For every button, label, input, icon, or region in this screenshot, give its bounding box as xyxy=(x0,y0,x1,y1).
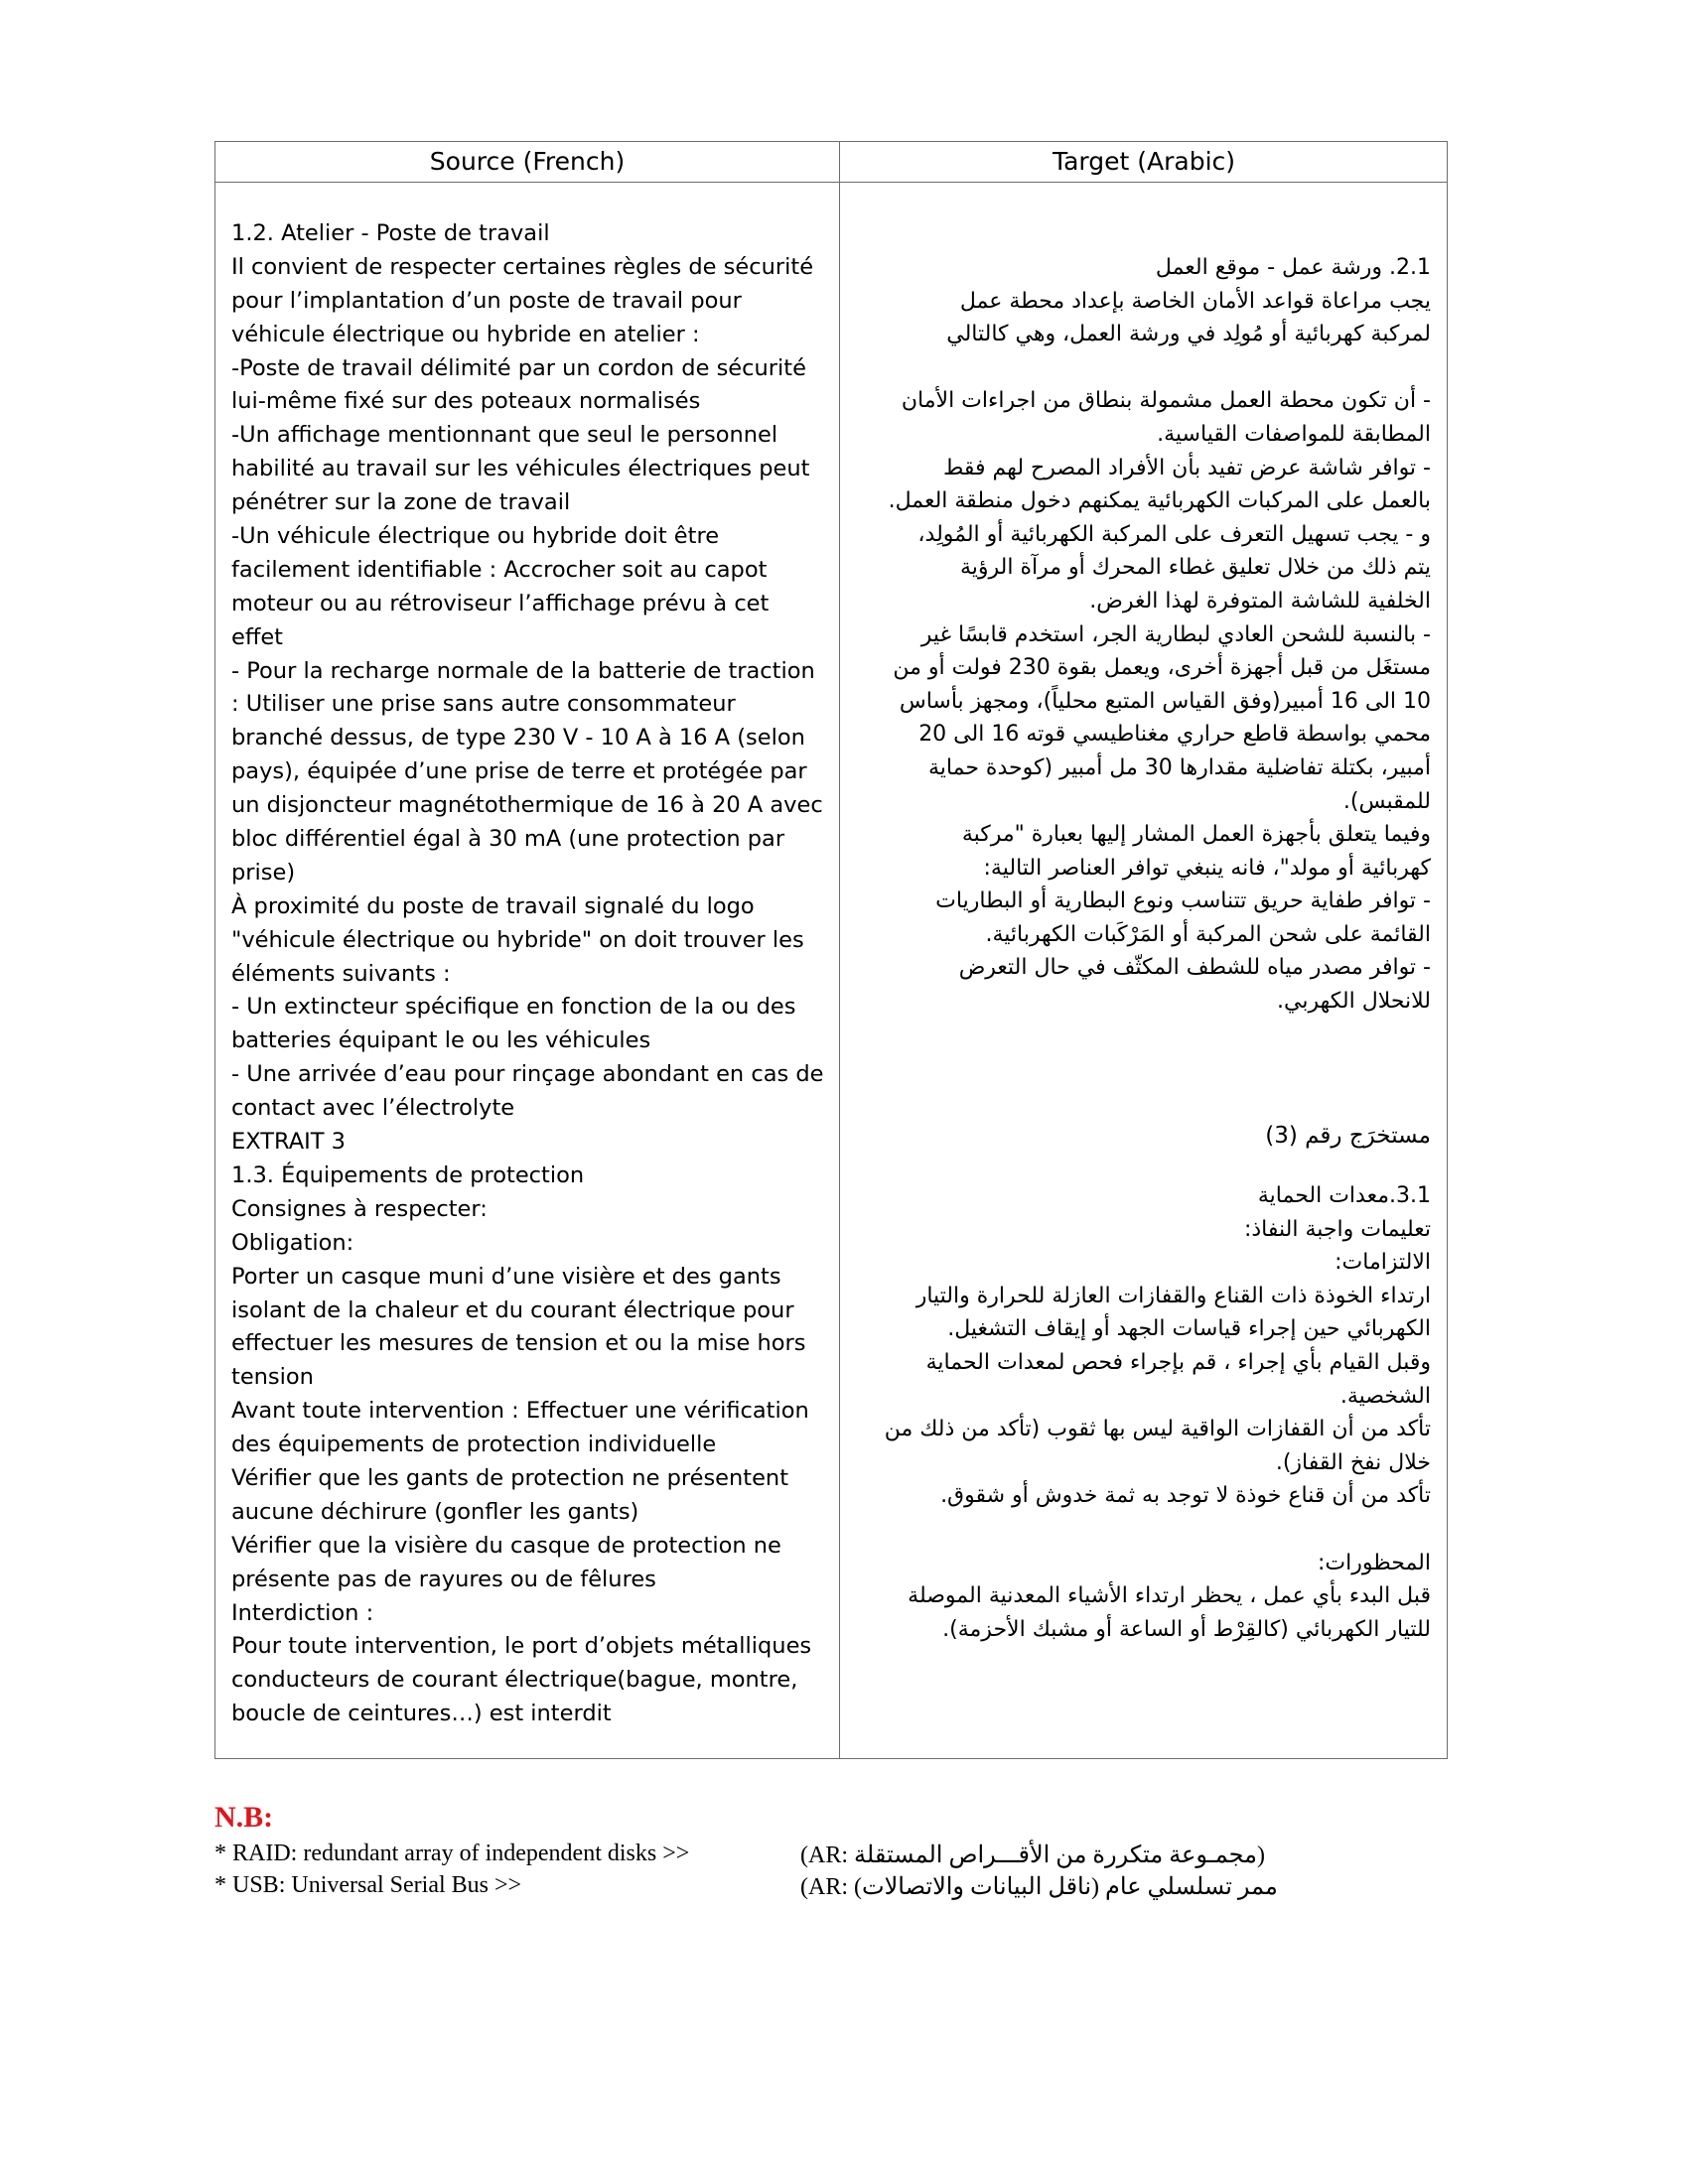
arabic-line: المحظورات: xyxy=(1317,1550,1431,1575)
header-target: Target (Arabic) xyxy=(1052,147,1236,176)
french-line: Interdiction : xyxy=(231,1599,374,1626)
arabic-line: وقبل القيام بأي إجراء ، قم بإجراء فحص لمعدات الحماية xyxy=(925,1349,1431,1375)
arabic-line: للمقبس). xyxy=(1342,788,1431,814)
french-line: : Utiliser une prise sans autre consommateur xyxy=(231,691,736,718)
arabic-line: الالتزامات: xyxy=(1335,1250,1431,1276)
french-line: véhicule électrique ou hybride en atelier : xyxy=(231,321,700,347)
notes-title: N.B: xyxy=(214,1801,274,1834)
french-line: éléments suivants : xyxy=(231,960,451,987)
arabic-target-text-1 xyxy=(889,251,1431,1019)
translation-table xyxy=(214,141,1448,1759)
arabic-line: الخلفية للشاشة المتوفرة لهذا الغرض. xyxy=(1089,588,1431,614)
arabic-line: مستغَل من قبل أجهزة أخرى، ويعمل بقوة 230 فولت أو من xyxy=(893,655,1431,681)
arabic-line: - توافر مصدر مياه للشطف المكثّف في حال التعرض xyxy=(958,955,1431,981)
french-line: Consignes à respecter: xyxy=(231,1195,488,1222)
arabic-target-text-2 xyxy=(885,1179,1431,1646)
note-raid-english: * RAID: redundant array of independent disks >> xyxy=(214,1841,690,1866)
arabic-line: 10 الى 16 أمبير(وفق القياس المتبع محلياً)، ومجهز بأساس xyxy=(899,688,1431,714)
arabic-line: القائمة على شحن المركبة أو المَرْكَبات الكهربائية. xyxy=(985,921,1431,947)
french-line: isolant de la chaleur et du courant électrique pour xyxy=(231,1297,794,1323)
french-line: À proximité du poste de travail signalé du logo xyxy=(231,892,755,919)
arabic-line: يتم ذلك من خلال تعليق غطاء المحرك أو مرآة الرؤية xyxy=(959,555,1431,581)
arabic-line: - أن تكون محطة العمل مشمولة بنطاق من اجراءات الأمان xyxy=(901,388,1431,414)
french-line: présente pas de rayures ou de fêlures xyxy=(231,1566,656,1592)
french-line: - Un extincteur spécifique en fonction de la ou des xyxy=(231,994,796,1021)
arabic-line: المطابقة للمواصفات القياسية. xyxy=(1157,421,1431,447)
french-line: conducteurs de courant électrique(bague, montre, xyxy=(231,1667,798,1694)
french-line: moteur ou au rétroviseur l’affichage prévu à cet xyxy=(231,590,770,616)
arabic-line: وفيما يتعلق بأجهزة العمل المشار إليها بعبارة "مركبة xyxy=(961,822,1431,848)
french-line: "véhicule électrique ou hybride" on doit trouver les xyxy=(231,926,804,953)
french-line: des équipements de protection individuelle xyxy=(231,1432,717,1458)
french-line: Avant toute intervention : Effectuer une vérification xyxy=(231,1398,809,1425)
arabic-line: بالعمل على المركبات الكهربائية يمكنهم دخول منطقة العمل. xyxy=(888,488,1431,514)
arabic-line: تعليمات واجبة النفاذ: xyxy=(1243,1216,1431,1242)
arabic-line: الكهربائي حين إجراء قياسات الجهد أو إيقاف التشغيل. xyxy=(947,1316,1431,1342)
french-line: contact avec l’électrolyte xyxy=(231,1095,515,1122)
arabic-line: كهربائية أو مولد"، فانه ينبغي توافر العناصر التالية: xyxy=(983,855,1431,881)
arabic-line: الشخصية. xyxy=(1339,1383,1431,1409)
french-line: Porter un casque muni d’une visière et des gants xyxy=(231,1263,781,1290)
french-line: Vérifier que les gants de protection ne présentent xyxy=(231,1464,789,1491)
french-line: -Un affichage mentionnant que seul le personnel xyxy=(231,422,778,449)
arabic-line: للتيار الكهربائي (كالقِرْط أو الساعة أو مشبك الأحزمة). xyxy=(942,1616,1431,1642)
arabic-line: ارتداء الخوذة ذات القناع والقفازات العازلة للحرارة والتيار xyxy=(915,1283,1431,1308)
note-raid-arabic: (AR: مجمـوعة متكررة من الأقـــراص المستقلة) xyxy=(800,1843,1266,1868)
french-line: Pour toute intervention, le port d’objets métalliques xyxy=(231,1633,812,1660)
arabic-extract-label: مستخرَج رقم (3) xyxy=(1265,1123,1431,1149)
note-usb-english: * USB: Universal Serial Bus >> xyxy=(214,1872,522,1898)
french-line: 1.2. Atelier - Poste de travail xyxy=(231,220,550,246)
french-line: - Une arrivée d’eau pour rinçage abondant en cas de xyxy=(231,1061,824,1088)
arabic-line: و - يجب تسهيل التعرف على المركبة الكهربائية أو المُولِد، xyxy=(917,521,1431,547)
french-line: bloc différentiel égal à 30 mA (une protection par xyxy=(231,826,785,853)
arabic-line xyxy=(889,351,1431,385)
french-line: Il convient de respecter certaines règles de sécurité xyxy=(231,253,814,280)
french-line: un disjoncteur magnétothermique de 16 à 20 A avec xyxy=(231,792,823,819)
french-line: effectuer les mesures de tension et ou la mise hors xyxy=(231,1330,806,1357)
table-header xyxy=(215,142,1447,183)
french-line: effet xyxy=(231,623,284,650)
french-line: lui-même fixé sur des poteaux normalisés xyxy=(231,388,701,415)
arabic-line: خلال نفخ القفاز). xyxy=(1275,1449,1431,1475)
french-line: batteries équipant le ou les véhicules xyxy=(231,1027,651,1054)
header-source: Source (French) xyxy=(429,147,626,176)
french-line: -Poste de travail délimité par un cordon de sécurité xyxy=(231,354,806,381)
arabic-line: 3.1.معدات الحماية xyxy=(1257,1183,1431,1208)
french-line: boucle de ceintures…) est interdit xyxy=(231,1701,612,1727)
arabic-line: لمركبة كهربائية أو مُولِد في ورشة العمل، وهي كالتالي xyxy=(946,322,1431,347)
french-source-text xyxy=(231,217,827,1731)
french-line: 1.3. Équipements de protection xyxy=(231,1161,585,1188)
french-line: pour l’implantation d’un poste de travail pour xyxy=(231,287,742,314)
column-divider xyxy=(839,142,840,1758)
arabic-line: قبل البدء بأي عمل ، يحظر ارتداء الأشياء المعدنية الموصلة xyxy=(908,1583,1431,1609)
french-line: Vérifier que la visière du casque de protection ne xyxy=(231,1532,781,1559)
french-line: pays), équipée d’une prise de terre et protégée par xyxy=(231,758,807,785)
arabic-line xyxy=(885,1513,1431,1547)
french-line: aucune déchirure (gonfler les gants) xyxy=(231,1498,639,1525)
arabic-line: تأكد من أن القفازات الواقية ليس بها ثقوب (تأكد من ذلك من xyxy=(884,1417,1431,1442)
french-line: habilité au travail sur les véhicules électriques peut xyxy=(231,456,810,482)
note-usb-arabic: (AR: ممر تسلسلي عام (ناقل البيانات والاتصالات) xyxy=(800,1874,1278,1900)
arabic-line: - توافر شاشة عرض تفيد بأن الأفراد المصرح لهم فقط xyxy=(943,455,1431,480)
french-line: pénétrer sur la zone de travail xyxy=(231,489,571,516)
french-line: branché dessus, de type 230 V - 10 A à 16 A (selon xyxy=(231,725,805,751)
arabic-line: - توافر طفاية حريق تتناسب ونوع البطارية أو البطاريات xyxy=(935,888,1431,914)
french-line: prise) xyxy=(231,859,296,886)
french-line: -Un véhicule électrique ou hybride doit être xyxy=(231,523,720,550)
arabic-line: - بالنسبة للشحن العادي لبطارية الجر، استخدم قابسًا غير xyxy=(920,621,1431,647)
french-line: - Pour la recharge normale de la batterie de traction xyxy=(231,657,815,684)
french-line: EXTRAIT 3 xyxy=(231,1129,346,1156)
arabic-line: تأكد من أن قناع خوذة لا توجد به ثمة خدوش أو شقوق. xyxy=(940,1483,1431,1509)
arabic-line: يجب مراعاة قواعد الأمان الخاصة بإعداد محطة عمل xyxy=(959,288,1431,314)
french-line: Obligation: xyxy=(231,1229,354,1256)
arabic-line: محمي بواسطة قاطع حراري مغناطيسي قوته 16 الى 20 xyxy=(918,722,1431,748)
arabic-line: أمبير، بكتلة تفاضلية مقدارها 30 مل أمبير (كوحدة حماية xyxy=(928,754,1431,780)
arabic-line: 2.1. ورشة عمل - موقع العمل xyxy=(1155,255,1431,280)
french-line: facilement identifiable : Accrocher soit au capot xyxy=(231,556,768,583)
french-line: tension xyxy=(231,1364,314,1391)
arabic-line: للانحلال الكهربي. xyxy=(1277,989,1431,1015)
